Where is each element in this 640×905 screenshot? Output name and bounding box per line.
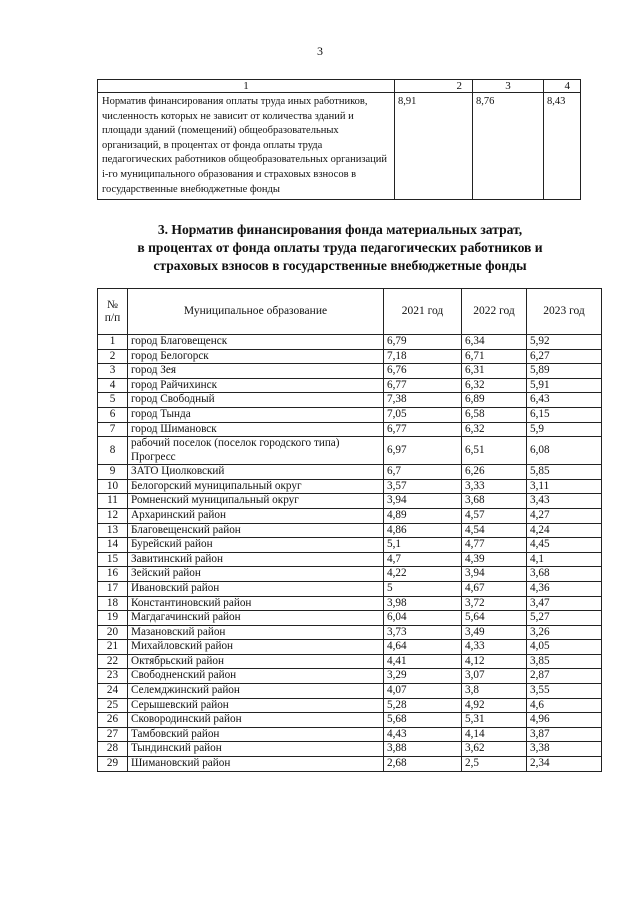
value-2021: 6,76 xyxy=(384,364,462,379)
row-number: 3 xyxy=(98,364,128,379)
value-2022: 6,51 xyxy=(462,437,527,465)
table-row xyxy=(98,523,602,538)
value-2023: 4,6 xyxy=(527,698,602,713)
value-2021: 4,64 xyxy=(384,640,462,655)
row-number: 29 xyxy=(98,757,128,772)
value-2021: 4,43 xyxy=(384,727,462,742)
value-2023: 6,27 xyxy=(527,349,602,364)
row-number: 19 xyxy=(98,611,128,626)
page-number: 3 xyxy=(317,44,323,58)
row-number: 11 xyxy=(98,494,128,509)
municipality-name: город Райчихинск xyxy=(128,378,384,393)
row-number: 5 xyxy=(98,393,128,408)
row-number: 17 xyxy=(98,581,128,596)
header-2021: 2021 год xyxy=(384,289,462,335)
value-2023: 5,89 xyxy=(527,364,602,379)
value-2023: 8,43 xyxy=(544,93,581,200)
value-2021: 3,73 xyxy=(384,625,462,640)
municipality-name: Ивановский район xyxy=(128,581,384,596)
value-2021: 6,77 xyxy=(384,422,462,437)
value-2023: 4,45 xyxy=(527,538,602,553)
column-number-1: 1 xyxy=(98,80,395,93)
value-2023: 5,91 xyxy=(527,378,602,393)
value-2022: 5,64 xyxy=(462,611,527,626)
municipality-name: город Благовещенск xyxy=(128,335,384,350)
value-2021: 3,94 xyxy=(384,494,462,509)
municipality-name: Архаринский район xyxy=(128,508,384,523)
value-2022: 4,39 xyxy=(462,552,527,567)
value-2021: 3,98 xyxy=(384,596,462,611)
column-number-3: 3 xyxy=(473,80,544,93)
value-2021: 5,28 xyxy=(384,698,462,713)
value-2021: 4,41 xyxy=(384,654,462,669)
value-2023: 4,05 xyxy=(527,640,602,655)
value-2023: 5,85 xyxy=(527,465,602,480)
municipality-name: Шимановский район xyxy=(128,757,384,772)
value-2021: 7,05 xyxy=(384,407,462,422)
row-number: 13 xyxy=(98,523,128,538)
value-2022: 6,26 xyxy=(462,465,527,480)
value-2022: 3,68 xyxy=(462,494,527,509)
table-header-row xyxy=(98,289,602,335)
row-number: 14 xyxy=(98,538,128,553)
value-2023: 3,68 xyxy=(527,567,602,582)
municipality-name: Свободненский район xyxy=(128,669,384,684)
row-number: 6 xyxy=(98,407,128,422)
value-2023: 3,26 xyxy=(527,625,602,640)
row-number: 9 xyxy=(98,465,128,480)
row-number: 22 xyxy=(98,654,128,669)
row-number: 20 xyxy=(98,625,128,640)
row-number: 10 xyxy=(98,479,128,494)
row-number: 23 xyxy=(98,669,128,684)
norm-table-continued xyxy=(97,79,581,200)
municipality-name: Октябрьский район xyxy=(128,654,384,669)
value-2023: 3,43 xyxy=(527,494,602,509)
table-row xyxy=(98,669,602,684)
value-2022: 4,77 xyxy=(462,538,527,553)
table-row xyxy=(98,479,602,494)
value-2022: 6,31 xyxy=(462,364,527,379)
municipality-name: город Зея xyxy=(128,364,384,379)
value-2022: 4,67 xyxy=(462,581,527,596)
value-2021: 6,7 xyxy=(384,465,462,480)
value-2021: 5,68 xyxy=(384,713,462,728)
value-2022: 6,58 xyxy=(462,407,527,422)
municipality-name: Благовещенский район xyxy=(128,523,384,538)
row-number: 12 xyxy=(98,508,128,523)
value-2023: 6,15 xyxy=(527,407,602,422)
table-row xyxy=(98,378,602,393)
value-2023: 5,92 xyxy=(527,335,602,350)
value-2021: 4,89 xyxy=(384,508,462,523)
value-2021: 2,68 xyxy=(384,757,462,772)
table-row xyxy=(98,581,602,596)
table-row xyxy=(98,654,602,669)
value-2023: 4,36 xyxy=(527,581,602,596)
value-2022: 6,32 xyxy=(462,378,527,393)
value-2022: 3,72 xyxy=(462,596,527,611)
municipality-name: Серышевский район xyxy=(128,698,384,713)
value-2021: 7,18 xyxy=(384,349,462,364)
value-2022: 4,14 xyxy=(462,727,527,742)
value-2022: 3,49 xyxy=(462,625,527,640)
value-2023: 3,38 xyxy=(527,742,602,757)
value-2023: 6,08 xyxy=(527,437,602,465)
value-2023: 6,43 xyxy=(527,393,602,408)
value-2022: 6,71 xyxy=(462,349,527,364)
municipality-name: Магдагачинский район xyxy=(128,611,384,626)
value-2022: 3,94 xyxy=(462,567,527,582)
municipality-name: Селемджинский район xyxy=(128,684,384,699)
municipality-name: Мазановский район xyxy=(128,625,384,640)
municipality-name: Бурейский район xyxy=(128,538,384,553)
municipality-name: Константиновский район xyxy=(128,596,384,611)
table-row xyxy=(98,393,602,408)
heading-line: страховых взносов в государственные внебюджетные фонды xyxy=(153,258,527,273)
table-row xyxy=(98,335,602,350)
municipality-name: Завитинский район xyxy=(128,552,384,567)
value-2023: 3,47 xyxy=(527,596,602,611)
table-row xyxy=(98,422,602,437)
municipality-name: ЗАТО Циолковский xyxy=(128,465,384,480)
row-number: 18 xyxy=(98,596,128,611)
table-row xyxy=(98,93,581,200)
value-2023: 4,1 xyxy=(527,552,602,567)
value-2023: 3,11 xyxy=(527,479,602,494)
value-2022: 4,57 xyxy=(462,508,527,523)
value-2021: 7,38 xyxy=(384,393,462,408)
value-2023: 4,27 xyxy=(527,508,602,523)
table-row xyxy=(98,757,602,772)
value-2022: 3,62 xyxy=(462,742,527,757)
heading-line: в процентах от фонда оплаты труда педагогических работников и xyxy=(137,240,543,255)
table-row xyxy=(98,742,602,757)
row-number: 26 xyxy=(98,713,128,728)
municipality-name: город Свободный xyxy=(128,393,384,408)
table-row xyxy=(98,713,602,728)
municipality-name: Михайловский район xyxy=(128,640,384,655)
municipality-name: город Белогорск xyxy=(128,349,384,364)
table-row xyxy=(98,508,602,523)
table-row xyxy=(98,611,602,626)
table-header-row xyxy=(98,80,581,93)
value-2023: 3,85 xyxy=(527,654,602,669)
municipality-name: Тамбовский район xyxy=(128,727,384,742)
value-2023: 3,55 xyxy=(527,684,602,699)
value-2021: 4,7 xyxy=(384,552,462,567)
table-row xyxy=(98,698,602,713)
value-2023: 3,87 xyxy=(527,727,602,742)
table-row xyxy=(98,640,602,655)
municipality-name: Ромненский муниципальный округ xyxy=(128,494,384,509)
value-2021: 4,07 xyxy=(384,684,462,699)
value-2021: 4,86 xyxy=(384,523,462,538)
row-number: 28 xyxy=(98,742,128,757)
row-number: 25 xyxy=(98,698,128,713)
value-2023: 4,24 xyxy=(527,523,602,538)
row-number: 27 xyxy=(98,727,128,742)
row-number: 4 xyxy=(98,378,128,393)
value-2022: 4,54 xyxy=(462,523,527,538)
table-row xyxy=(98,538,602,553)
municipality-name: рабочий поселок (поселок городского типа) Прогресс xyxy=(128,437,384,465)
value-2023: 2,34 xyxy=(527,757,602,772)
table-row xyxy=(98,625,602,640)
value-2021: 5 xyxy=(384,581,462,596)
table-row xyxy=(98,596,602,611)
row-number: 7 xyxy=(98,422,128,437)
section-heading xyxy=(90,221,590,275)
column-number-4: 4 xyxy=(544,80,581,93)
value-2022: 6,32 xyxy=(462,422,527,437)
municipality-name: Сковородинский район xyxy=(128,713,384,728)
value-2022: 4,92 xyxy=(462,698,527,713)
table-row xyxy=(98,437,602,465)
value-2023: 4,96 xyxy=(527,713,602,728)
value-2021: 3,88 xyxy=(384,742,462,757)
value-2022: 2,5 xyxy=(462,757,527,772)
norm-description: Норматив финансирования оплаты труда иных работников, численность которых не зависит от количества зданий и площади зданий (помещений) общеобразовательных организаций, в процентах от фонда оплаты труда педагогических работников общеобразовательных организаций i-го муниципального образования и страховых взносов в государственные внебюджетные фонды xyxy=(98,93,395,200)
value-2022: 6,89 xyxy=(462,393,527,408)
header-2022: 2022 год xyxy=(462,289,527,335)
table-row xyxy=(98,407,602,422)
row-number: 8 xyxy=(98,437,128,465)
value-2023: 5,27 xyxy=(527,611,602,626)
value-2023: 2,87 xyxy=(527,669,602,684)
column-number-2: 2 xyxy=(395,80,473,93)
header-number: № п/п xyxy=(98,289,128,335)
municipality-name: город Тында xyxy=(128,407,384,422)
value-2021: 3,57 xyxy=(384,479,462,494)
value-2021: 5,1 xyxy=(384,538,462,553)
row-number: 15 xyxy=(98,552,128,567)
value-2022: 5,31 xyxy=(462,713,527,728)
table-row xyxy=(98,552,602,567)
municipality-name: Белогорский муниципальный округ xyxy=(128,479,384,494)
table-row xyxy=(98,364,602,379)
table-row xyxy=(98,465,602,480)
row-number: 24 xyxy=(98,684,128,699)
value-2021: 3,29 xyxy=(384,669,462,684)
value-2021: 8,91 xyxy=(395,93,473,200)
value-2022: 3,8 xyxy=(462,684,527,699)
row-number: 2 xyxy=(98,349,128,364)
value-2021: 6,04 xyxy=(384,611,462,626)
header-2023: 2023 год xyxy=(527,289,602,335)
heading-line: 3. Норматив финансирования фонда материальных затрат, xyxy=(157,222,523,237)
municipality-name: город Шимановск xyxy=(128,422,384,437)
value-2021: 4,22 xyxy=(384,567,462,582)
value-2022: 4,33 xyxy=(462,640,527,655)
value-2021: 6,79 xyxy=(384,335,462,350)
municipality-name: Тындинский район xyxy=(128,742,384,757)
value-2021: 6,77 xyxy=(384,378,462,393)
table-row xyxy=(98,349,602,364)
value-2022: 4,12 xyxy=(462,654,527,669)
table-row xyxy=(98,684,602,699)
row-number: 16 xyxy=(98,567,128,582)
value-2022: 6,34 xyxy=(462,335,527,350)
value-2022: 3,33 xyxy=(462,479,527,494)
value-2022: 8,76 xyxy=(473,93,544,200)
row-number: 1 xyxy=(98,335,128,350)
material-costs-table xyxy=(97,288,602,772)
value-2022: 3,07 xyxy=(462,669,527,684)
header-municipality: Муниципальное образование xyxy=(128,289,384,335)
value-2023: 5,9 xyxy=(527,422,602,437)
value-2021: 6,97 xyxy=(384,437,462,465)
table-row xyxy=(98,494,602,509)
row-number: 21 xyxy=(98,640,128,655)
table-row xyxy=(98,727,602,742)
municipality-name: Зейский район xyxy=(128,567,384,582)
table-row xyxy=(98,567,602,582)
